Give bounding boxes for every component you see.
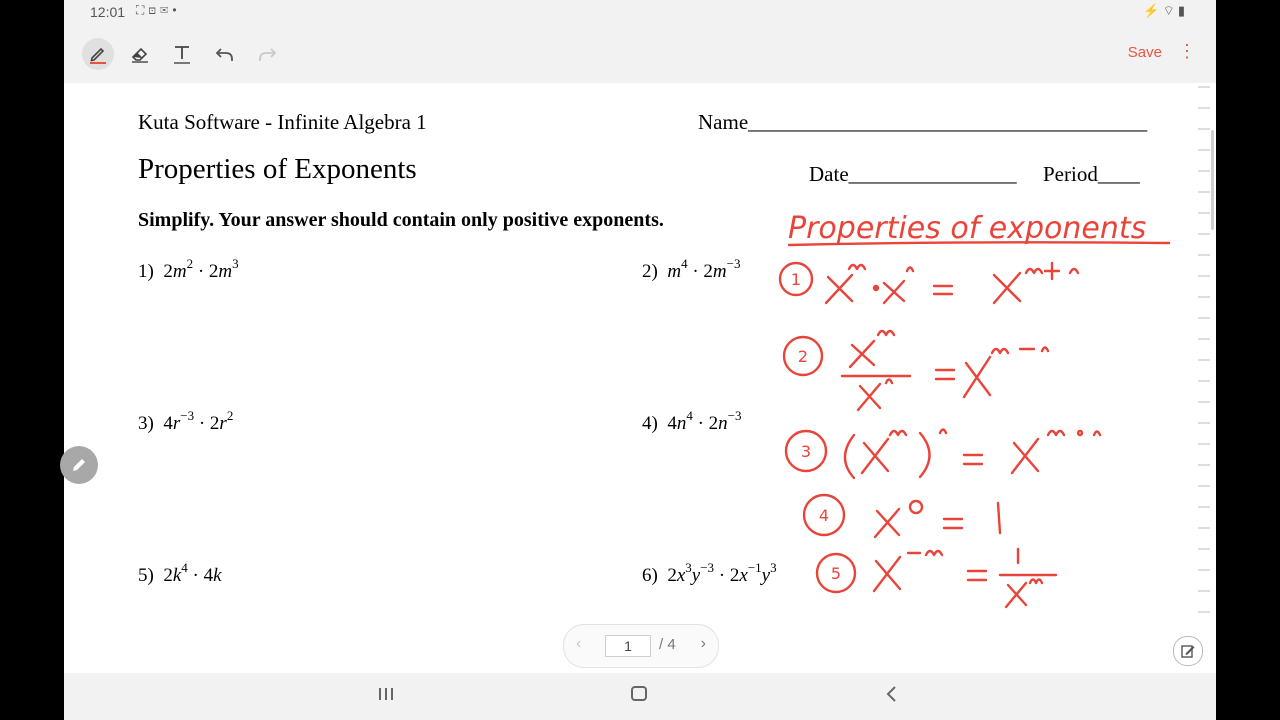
annotation-toolbar xyxy=(64,24,1216,83)
rule-2-number: 2 xyxy=(797,347,809,366)
term-base: · 2m xyxy=(687,261,727,282)
chevron-right-icon: › xyxy=(700,635,706,652)
problem-number: 5) xyxy=(138,565,164,586)
problem-number: 4) xyxy=(642,413,668,434)
system-navigation-bar xyxy=(64,673,1216,720)
recent-apps-icon xyxy=(376,683,396,703)
previous-page-button[interactable] xyxy=(576,635,581,653)
instructions: Simplify. Your answer should contain only positive exponents. xyxy=(138,209,664,231)
document-page[interactable] xyxy=(64,83,1216,673)
problem-number: 3) xyxy=(138,413,164,434)
more-options-button[interactable] xyxy=(1178,41,1196,61)
pen-icon xyxy=(87,43,109,65)
rule-1-number: 1 xyxy=(790,270,802,289)
term-exponent: 3 xyxy=(685,560,692,575)
edit-pdf-icon xyxy=(1180,643,1196,659)
worksheet-publisher: Kuta Software - Infinite Algebra 1 xyxy=(138,110,427,134)
eraser-icon xyxy=(129,43,151,65)
problem-number: 2) xyxy=(642,261,668,282)
term-base: 2k xyxy=(163,565,182,586)
annotation-heading: Properties of exponents xyxy=(788,211,1147,246)
recent-apps-button[interactable] xyxy=(376,683,396,709)
term-exponent: 3 xyxy=(770,560,777,575)
term-exponent: 2 xyxy=(186,256,194,271)
edit-document-button[interactable] xyxy=(1173,636,1203,666)
text-tool-button[interactable] xyxy=(166,38,198,70)
term-base: 2x xyxy=(667,565,686,586)
scrollbar-thumb[interactable] xyxy=(1211,130,1214,230)
term-base: · 2n xyxy=(692,413,728,434)
problem-number: 1) xyxy=(138,261,164,282)
term-exponent: −3 xyxy=(700,560,715,575)
page-navigator xyxy=(563,624,719,668)
term-base: 2m xyxy=(163,261,187,282)
redo-icon xyxy=(256,43,278,65)
status-system-icons xyxy=(1143,3,1188,19)
back-button[interactable] xyxy=(882,683,902,709)
home-button[interactable] xyxy=(629,683,649,709)
page-number-input[interactable]: 1 xyxy=(605,635,651,657)
term-exponent: 4 xyxy=(681,256,688,271)
name-line: Name______________________________________ xyxy=(698,110,1148,134)
term-base: y xyxy=(761,565,771,586)
handwritten-annotation xyxy=(64,83,1216,673)
scroll-ruler xyxy=(1198,83,1210,623)
rule-3-number: 3 xyxy=(800,442,812,461)
rule-5-number: 5 xyxy=(830,564,842,583)
term-base: · 4k xyxy=(187,565,222,586)
mail-icon: ✉ xyxy=(160,3,173,17)
screenshot-icon: ⛶ xyxy=(136,3,149,17)
status-notification-icons xyxy=(136,3,181,18)
eraser-tool-button[interactable] xyxy=(124,38,156,70)
status-time: 12:01 xyxy=(90,4,126,20)
redo-button[interactable] xyxy=(251,38,283,70)
term-base: m xyxy=(667,261,682,282)
dot-icon: • xyxy=(172,3,181,17)
next-page-button[interactable] xyxy=(701,635,706,653)
wifi-icon: ⌔ xyxy=(1162,3,1178,18)
home-icon xyxy=(629,683,649,703)
term-base: · 2r xyxy=(194,413,227,434)
total-pages: / 4 xyxy=(659,636,676,653)
app-screen xyxy=(64,0,1216,720)
date-line: Date________________ xyxy=(809,162,1017,186)
save-button[interactable]: Save xyxy=(1127,44,1162,61)
term-exponent: −3 xyxy=(726,256,741,271)
term-exponent: 3 xyxy=(232,256,239,271)
period-line: Period____ xyxy=(1043,162,1140,186)
term-exponent: 4 xyxy=(686,408,693,423)
term-base: y xyxy=(691,565,701,586)
battery-icon: ▮ xyxy=(1177,3,1188,18)
back-icon xyxy=(882,683,902,703)
term-base: · 2x xyxy=(714,565,748,586)
mute-icon: ⚡ xyxy=(1143,3,1163,18)
term-exponent: −1 xyxy=(747,560,762,575)
undo-button[interactable] xyxy=(209,38,241,70)
pen-tool-button[interactable] xyxy=(82,38,114,70)
problem-number: 6) xyxy=(642,565,668,586)
floating-pen-button[interactable] xyxy=(60,446,98,484)
undo-icon xyxy=(214,43,236,65)
term-exponent: −3 xyxy=(180,408,195,423)
rule-4-number: 4 xyxy=(818,506,830,525)
worksheet-title: Properties of Exponents xyxy=(138,153,417,185)
term-base: 4r xyxy=(163,413,181,434)
screen-record-icon: ⊡ xyxy=(148,3,161,17)
status-bar xyxy=(64,0,1216,24)
chevron-left-icon: ‹ xyxy=(576,635,582,652)
text-icon xyxy=(171,43,193,65)
pencil-icon xyxy=(69,455,89,475)
term-exponent: 2 xyxy=(226,408,234,423)
term-base: 4n xyxy=(667,413,687,434)
term-exponent: −3 xyxy=(727,408,742,423)
more-vertical-icon: ⋮ xyxy=(1178,41,1196,61)
term-base: · 2m xyxy=(193,261,233,282)
term-exponent: 4 xyxy=(181,560,188,575)
